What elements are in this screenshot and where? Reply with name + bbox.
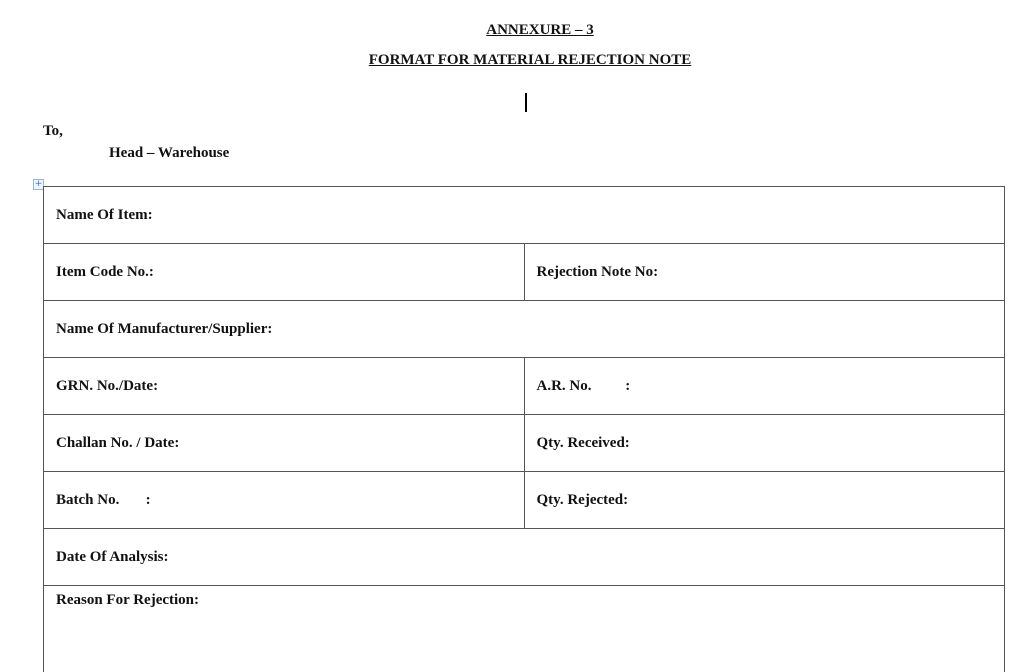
challan-no-date-cell[interactable]	[44, 415, 525, 472]
table-row	[44, 586, 1005, 672]
annexure-title: ANNEXURE – 3	[0, 22, 1024, 39]
batch-no-cell[interactable]	[44, 472, 525, 529]
form-title: FORMAT FOR MATERIAL REJECTION NOTE	[0, 52, 1024, 69]
field-label: A.R. No. :	[537, 378, 631, 394]
reason-for-rejection-cell[interactable]	[44, 586, 1005, 672]
table-row	[44, 358, 1005, 415]
salutation: To,	[43, 123, 63, 140]
field-label: Name Of Item:	[56, 207, 153, 223]
move-cross-icon[interactable]: +	[33, 179, 44, 190]
field-label: Date Of Analysis:	[56, 549, 169, 565]
rejection-note-table	[43, 186, 1005, 672]
field-label: Batch No. :	[56, 492, 151, 508]
manufacturer-supplier-cell[interactable]	[44, 301, 1005, 358]
table-row	[44, 244, 1005, 301]
name-of-item-cell[interactable]	[44, 187, 1005, 244]
table-row	[44, 529, 1005, 586]
qty-rejected-cell[interactable]	[524, 472, 1005, 529]
ar-no-cell[interactable]	[524, 358, 1005, 415]
field-label: Qty. Received:	[537, 435, 630, 451]
grn-no-date-cell[interactable]	[44, 358, 525, 415]
field-label: Name Of Manufacturer/Supplier:	[56, 321, 272, 337]
rejection-note-no-cell[interactable]	[524, 244, 1005, 301]
text-cursor	[525, 93, 527, 112]
item-code-cell[interactable]	[44, 244, 525, 301]
field-label: Reason For Rejection:	[56, 592, 199, 608]
field-label: GRN. No./Date:	[56, 378, 158, 394]
table-row	[44, 415, 1005, 472]
table-row	[44, 187, 1005, 244]
table-row	[44, 301, 1005, 358]
field-label: Qty. Rejected:	[537, 492, 629, 508]
field-label: Item Code No.:	[56, 264, 154, 280]
field-label: Rejection Note No:	[537, 264, 659, 280]
field-label: Challan No. / Date:	[56, 435, 179, 451]
date-of-analysis-cell[interactable]	[44, 529, 1005, 586]
qty-received-cell[interactable]	[524, 415, 1005, 472]
table-row	[44, 472, 1005, 529]
recipient: Head – Warehouse	[109, 145, 229, 162]
